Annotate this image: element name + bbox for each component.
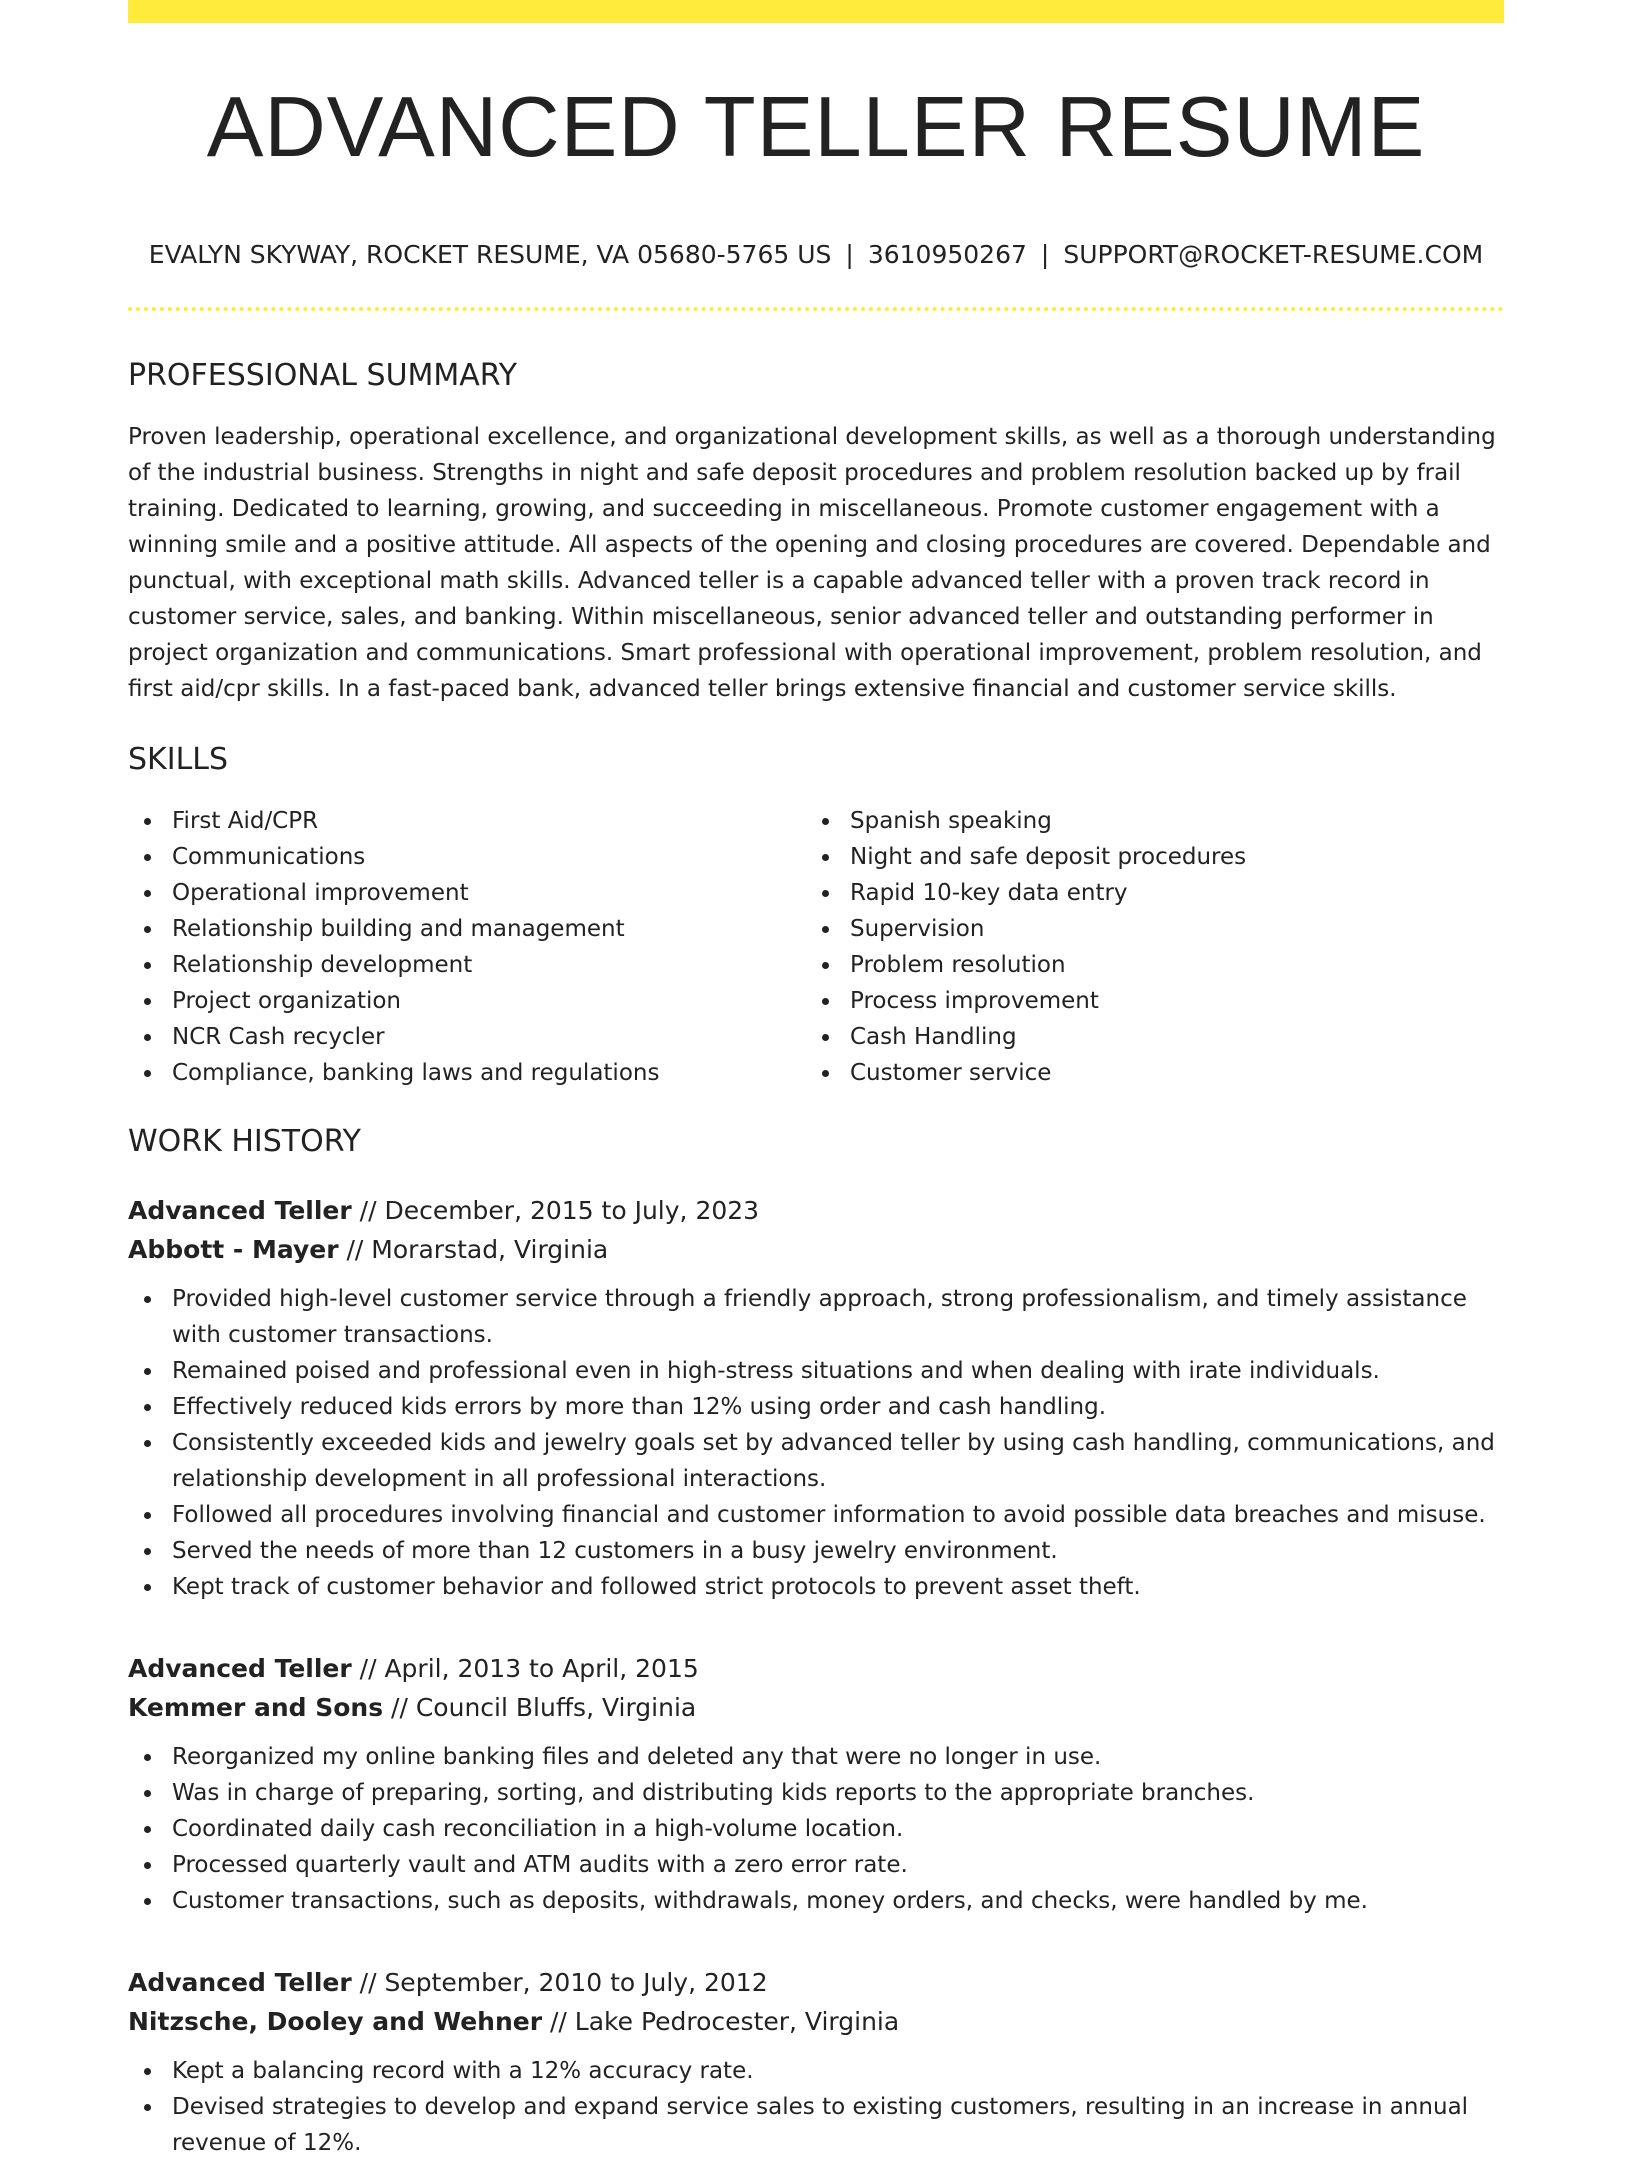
work-history-list [128,1191,1504,2161]
job-duty-item: Devised strategies to develop and expand service sales to existing customers, resulting in an increase in annual revenue of 12%. [128,2089,1504,2161]
job-duty-item: Effectively reduced kids errors by more than 12% using order and cash handling. [128,1389,1504,1425]
job-title: Advanced Teller [128,1968,352,1997]
contact-separator: | [845,240,854,269]
contact-separator: | [1040,240,1050,269]
job-duty-item: Reorganized my online banking files and deleted any that were no longer in use. [128,1739,1504,1775]
job-company-line [128,2002,1504,2041]
job-duty-item: Kept track of customer behavior and followed strict protocols to prevent asset theft. [128,1569,1504,1605]
contact-phone: 3610950267 [867,240,1027,269]
skill-item: Problem resolution [806,947,1484,983]
resume-title: ADVANCED TELLER RESUME [206,80,1426,175]
skill-item: Process improvement [806,983,1484,1019]
job-duty-item: Kept a balancing record with a 12% accuracy rate. [128,2053,1504,2089]
skill-item: Operational improvement [128,875,806,911]
skill-item: Customer service [806,1055,1484,1091]
job-title-line [128,1963,1504,2002]
job-title-line [128,1649,1504,1688]
job-duty-item: Remained poised and professional even in high-stress situations and when dealing with irate individuals. [128,1353,1504,1389]
contact-address: EVALYN SKYWAY, ROCKET RESUME, VA 05680-5765 US [148,240,832,269]
skill-item: Rapid 10-key data entry [806,875,1484,911]
skill-item: Cash Handling [806,1019,1484,1055]
job-dates: // September, 2010 to July, 2012 [351,1968,768,1997]
skill-item: Project organization [128,983,806,1019]
resume-page [128,0,1504,2161]
job-company: Kemmer and Sons [128,1693,384,1722]
skill-item: Relationship development [128,947,806,983]
skills-list-right [806,803,1484,1091]
job-duty-item: Coordinated daily cash reconciliation in a high-volume location. [128,1811,1504,1847]
skill-item: Communications [128,839,806,875]
contact-line [128,242,1504,267]
job-entry [128,1963,1504,2161]
job-company: Nitzsche, Dooley and Wehner [128,2007,543,2036]
job-duty-item: Consistently exceeded kids and jewelry goals set by advanced teller by using cash handling, communications, and relationship development in all professional interactions. [128,1425,1504,1497]
job-company-line [128,1230,1504,1269]
skills-list-left [128,803,806,1091]
job-title: Advanced Teller [128,1654,352,1683]
job-company: Abbott - Mayer [128,1235,339,1264]
summary-text: Proven leadership, operational excellence, and organizational development skills, as well as a thorough understanding of the industrial business. Strengths in night and safe deposit procedures and problem resolution backed up by frail training. Dedicated to learning, growing, and succeeding in miscellaneous. Promote customer engagement with a winning smile and a positive attitude. All aspects of the opening and closing procedures are covered. Dependable and punctual, with exceptional math skills. Advanced teller is a capable advanced teller with a proven track record in customer service, sales, and banking. Within miscellaneous, senior advanced teller and outstanding performer in project organization and communications. Smart professional with operational improvement, problem resolution, and first aid/cpr skills. In a fast-paced bank, advanced teller brings extensive financial and customer service skills. [128,424,1496,702]
skill-item: Compliance, banking laws and regulations [128,1055,806,1091]
job-title-line [128,1191,1504,1230]
skill-item: First Aid/CPR [128,803,806,839]
job-duty-item: Followed all procedures involving financial and customer information to avoid possible data breaches and misuse. [128,1497,1504,1533]
job-duties-list [128,2053,1504,2161]
job-duty-item: Served the needs of more than 12 customers in a busy jewelry environment. [128,1533,1504,1569]
job-duties-list [128,1739,1504,1919]
skill-item: NCR Cash recycler [128,1019,806,1055]
job-dates: // April, 2013 to April, 2015 [351,1654,699,1683]
accent-top-bar [128,0,1504,23]
job-company-line [128,1688,1504,1727]
job-title: Advanced Teller [128,1196,352,1225]
job-duty-item: Provided high-level customer service through a friendly approach, strong professionalism, and timely assistance with customer transactions. [128,1281,1504,1353]
job-duty-item: Was in charge of preparing, sorting, and distributing kids reports to the appropriate branches. [128,1775,1504,1811]
job-duty-item: Processed quarterly vault and ATM audits with a zero error rate. [128,1847,1504,1883]
skills-columns [128,803,1504,1091]
job-location: // Morarstad, Virginia [338,1235,609,1264]
skill-item: Night and safe deposit procedures [806,839,1484,875]
dotted-divider [128,307,1504,311]
job-location: // Lake Pedrocester, Virginia [542,2007,900,2036]
job-duty-item: Customer transactions, such as deposits, withdrawals, money orders, and checks, were handled by me. [128,1883,1504,1919]
job-duties-list [128,1281,1504,1605]
work-history-heading: WORK HISTORY [128,1124,361,1159]
skill-item: Supervision [806,911,1484,947]
skill-item: Relationship building and management [128,911,806,947]
skills-heading: SKILLS [128,742,229,777]
job-location: // Council Bluffs, Virginia [383,1693,697,1722]
contact-email[interactable]: SUPPORT@ROCKET-RESUME.COM [1063,240,1484,269]
skill-item: Spanish speaking [806,803,1484,839]
summary-heading: PROFESSIONAL SUMMARY [128,358,518,393]
job-entry [128,1649,1504,1919]
job-entry [128,1191,1504,1605]
job-dates: // December, 2015 to July, 2023 [351,1196,760,1225]
